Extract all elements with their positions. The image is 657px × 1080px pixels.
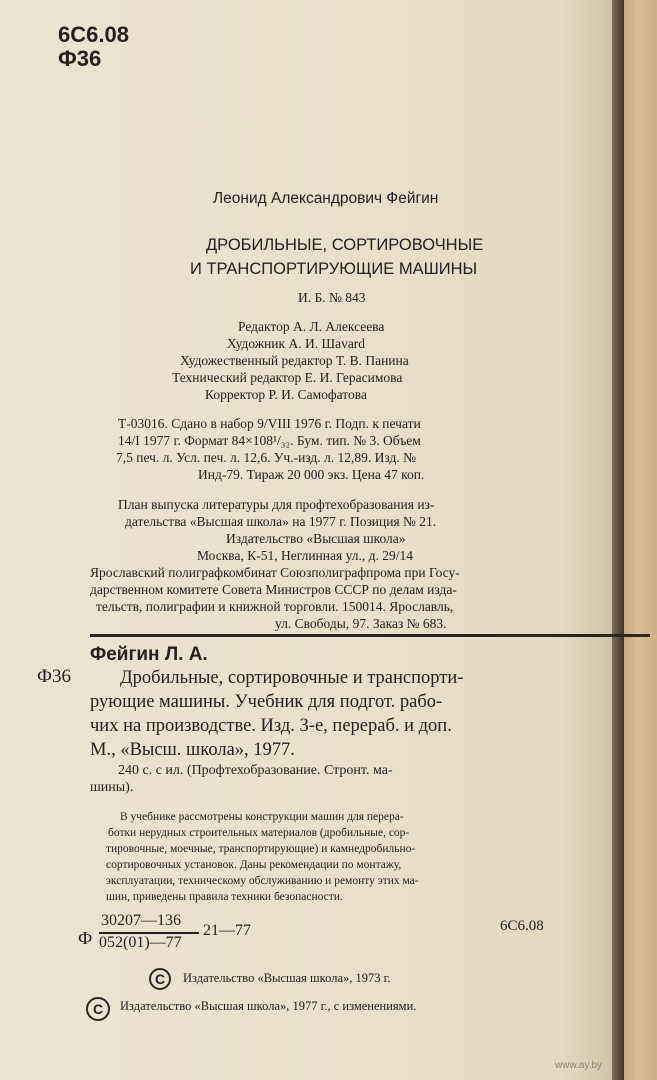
staff-editor: Редактор А. Л. Алексеева	[238, 319, 385, 334]
catalog-desc-2: рующие машины. Учебник для подгот. рабо-	[90, 692, 443, 712]
watermark: www.ay.by	[555, 1060, 603, 1071]
abstract-line-6: шин, приведены правила техники безопасности.	[106, 891, 343, 903]
formula-prefix: Ф	[78, 928, 93, 948]
catalog-pages-1: 240 с. с ил. (Профтехобразование. Стронт. ма-	[118, 763, 393, 778]
copyright-icon-2: C	[86, 997, 110, 1021]
plan-line-5: Ярославский полиграфкомбинат Союзполиграфпрома при Госу-	[90, 565, 460, 580]
formula-numerator: 30207—136	[101, 912, 181, 929]
ib-number: И. Б. № 843	[298, 290, 366, 305]
copyright-line-1: Издательство «Высшая школа», 1973 г.	[183, 971, 391, 985]
plan-line-3: Издательство «Высшая школа»	[226, 531, 406, 546]
copyright-icon: C	[149, 968, 171, 990]
print-line-3: 7,5 печ. л. Усл. печ. л. 12,6. Уч.-изд. л. 12,89. Изд. №	[116, 450, 416, 465]
staff-corrector: Корректор Р. И. Самофатова	[205, 387, 367, 402]
bbk-code-top: 6С6.08	[58, 22, 129, 47]
plan-line-6: дарственном комитете Совета Министров СССР по делам изда-	[90, 582, 457, 597]
book-spine	[612, 0, 624, 1080]
print-line-2: 14/I 1977 г. Формат 84×108¹/₃₂. Бум. тип. № 3. Объем	[118, 433, 421, 448]
index-code-top: Ф36	[58, 46, 102, 71]
abstract-line-4: сортировочных установок. Даны рекомендации по монтажу,	[106, 859, 402, 871]
catalog-pages-2: шины).	[90, 780, 134, 795]
print-line-1: Т-03016. Сдано в набор 9/VIII 1976 г. Подп. к печати	[118, 416, 421, 431]
abstract-line-3: тировочные, моечные, транспортирующие) и камнедробильно-	[106, 843, 416, 855]
print-line-4: Инд-79. Тираж 20 000 экз. Цена 47 коп.	[198, 467, 425, 482]
staff-artist: Художник А. И. Шаvard	[227, 336, 366, 351]
catalog-author: Фейгин Л. А.	[90, 644, 208, 665]
title-line-1: ДРОБИЛЬНЫЕ, СОРТИРОВОЧНЫЕ	[206, 236, 484, 254]
adjacent-page-edge	[624, 0, 657, 1080]
copyright-line-2: Издательство «Высшая школа», 1977 г., с изменениями.	[120, 999, 417, 1013]
title-line-2: И ТРАНСПОРТИРУЮЩИЕ МАШИНЫ	[190, 260, 478, 278]
abstract-line-5: эксплуатации, техническому обслуживанию и ремонту этих ма-	[106, 875, 419, 887]
bbk-code-right: 6С6.08	[500, 918, 544, 934]
plan-line-7: тельств, полиграфии и книжной торговли. 150014. Ярославль,	[96, 599, 454, 614]
plan-line-4: Москва, К-51, Неглинная ул., д. 29/14	[197, 548, 413, 563]
catalog-desc-1: Дробильные, сортировочные и транспорти-	[120, 668, 464, 688]
formula-suffix: 21—77	[203, 922, 251, 939]
formula-denominator: 052(01)—77	[99, 934, 182, 951]
plan-line-2: дательства «Высшая школа» на 1977 г. Позиция № 21.	[125, 514, 437, 529]
staff-art-editor: Художественный редактор Т. В. Панина	[180, 353, 409, 368]
catalog-desc-4: М., «Высш. школа», 1977.	[90, 740, 295, 760]
staff-tech-editor: Технический редактор Е. И. Герасимова	[172, 370, 403, 385]
plan-line-8: ул. Свободы, 97. Заказ № 683.	[275, 616, 447, 631]
divider-rule	[90, 634, 650, 637]
catalog-desc-3: чих на производстве. Изд. 3-е, перераб. и доп.	[90, 716, 452, 736]
abstract-line-1: В учебнике рассмотрены конструкции машин для перера-	[120, 811, 404, 823]
catalog-index: Ф36	[37, 666, 72, 687]
abstract-line-2: ботки нерудных строительных материалов (дробильные, сор-	[108, 827, 410, 839]
plan-line-1: План выпуска литературы для профтехобразования из-	[118, 497, 435, 512]
author-full-name: Леонид Александрович Фейгин	[213, 190, 439, 207]
